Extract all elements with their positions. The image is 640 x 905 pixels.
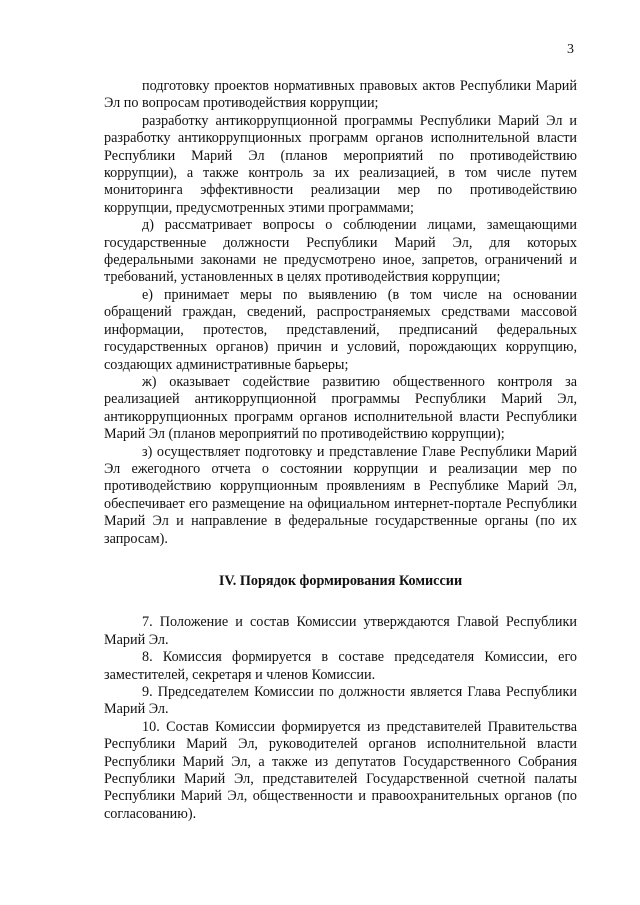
page-number: 3 <box>567 42 574 57</box>
paragraph: 7. Положение и состав Комиссии утверждаются Главой Республики Марий Эл. <box>104 614 577 648</box>
paragraph: 9. Председателем Комиссии по должности является Глава Республики Марий Эл. <box>104 684 577 718</box>
paragraph: д) рассматривает вопросы о соблюдении лицами, замещающими государственные должности Республики Марий Эл, для которых федеральными законами не предусмотрено иное, запретов, ограничений и требований, установленных в целях противодействия коррупции; <box>104 217 577 286</box>
paragraph: з) осуществляет подготовку и представление Главе Республики Марий Эл ежегодного отчета о состоянии коррупции и реализации мер по противодействию коррупционным проявлениям в Республике Марий Эл, обеспечивает его размещение на официальном интернет-портале Республики Марий Эл и направление в федеральные государственные органы (по их запросам). <box>104 443 577 547</box>
section-heading: IV. Порядок формирования Комиссии <box>218 572 463 589</box>
paragraph: разработку антикоррупционной программы Республики Марий Эл и разработку антикоррупционных программ органов исполнительной власти Республики Марий Эл (планов мероприятий по противодействию коррупции), а также контроль за их реализацией, в том числе путем мониторинга эффективности реализации мер по противодействию коррупции, предусмотренных этими программами; <box>104 112 577 216</box>
paragraph: е) принимает меры по выявлению (в том числе на основании обращений граждан, сведений, распространяемых средствами массовой информации, протестов, представлений, предписаний федеральных государственных органов) причин и условий, порождающих коррупцию, создающих административные барьеры; <box>104 286 577 373</box>
paragraph: ж) оказывает содействие развитию общественного контроля за реализацией антикоррупционной программы Республики Марий Эл, антикоррупционных программ органов исполнительной власти Республики Марий Эл (планов мероприятий по противодействию коррупции); <box>104 373 577 443</box>
paragraph: подготовку проектов нормативных правовых актов Республики Марий Эл по вопросам противодействия коррупции; <box>104 78 577 112</box>
paragraph: 10. Состав Комиссии формируется из представителей Правительства Республики Марий Эл, руководителей органов исполнительной власти Республики Марий Эл, а также из депутатов Государственного Собрания Республики Марий Эл, представителей Государственной счетной палаты Республики Марий Эл, общественности и правоохранительных органов (по согласованию). <box>104 718 577 822</box>
paragraph: 8. Комиссия формируется в составе председателя Комиссии, его заместителей, секретаря и членов Комиссии. <box>104 649 577 683</box>
document-body <box>104 78 577 823</box>
